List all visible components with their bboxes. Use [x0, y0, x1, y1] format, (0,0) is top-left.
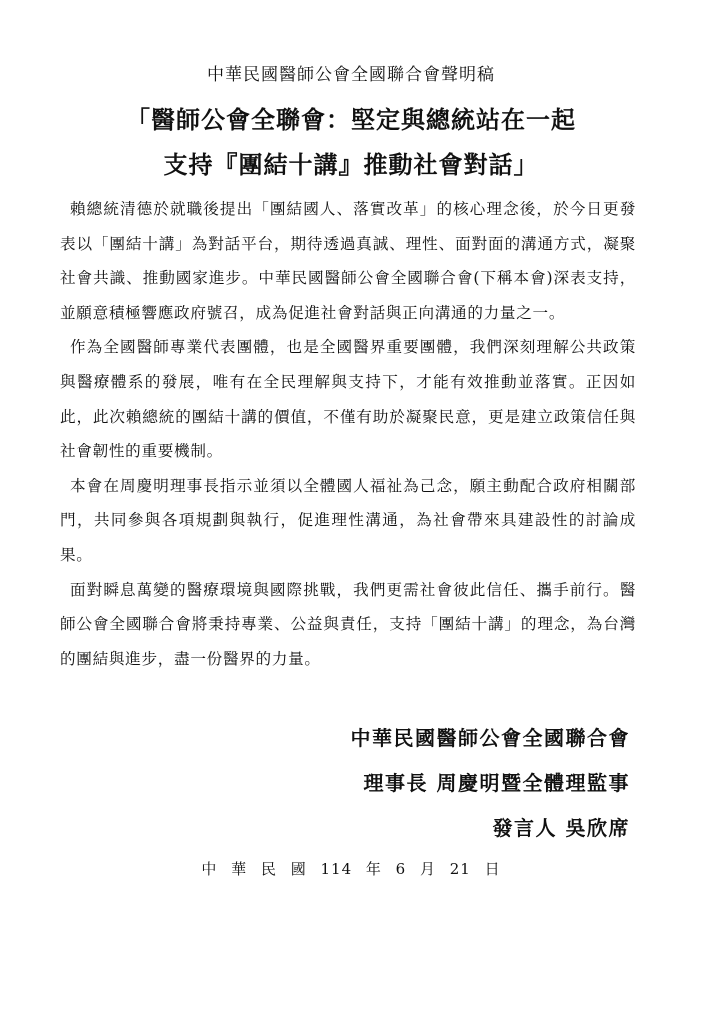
signature-spokesperson: 發言人 吳欣席	[492, 816, 630, 840]
paragraph-2: 作為全國醫師專業代表團體，也是全國醫界重要團體，我們深刻理解公共政策與醫療體系的發展，唯有在全民理解與支持下，才能有效推動並落實。正因如此，此次賴總統的團結十講的價值，不僅有助於凝聚民意，更是建立政策信任與社會韌性的重要機制。	[60, 338, 636, 461]
document-date: 中 華 民 國 114 年 6 月 21 日	[201, 860, 501, 878]
title-line-2: 支持『團結十講』推動社會對話」	[163, 151, 539, 179]
document-header: 中華民國醫師公會全國聯合會聲明稿	[207, 65, 495, 85]
paragraph-1: 賴總統清德於就職後提出「團結國人、落實改革」的核心理念後，於今日更發表以「團結十講」為對話平台，期待透過真誠、理性、面對面的溝通方式，凝聚社會共識、推動國家進步。中華民國醫師公會全國聯合會(下稱本會)深表支持，並願意積極響應政府號召，成為促進社會對話與正向溝通的力量之一。	[60, 200, 636, 322]
title-line-1: 「醫師公會全聯會：堅定與總統站在一起	[126, 106, 576, 134]
paragraph-4: 面對瞬息萬變的醫療環境與國際挑戰，我們更需社會彼此信任、攜手前行。醫師公會全國聯合會將秉持專業、公益與責任，支持「團結十講」的理念，為台灣的團結與進步，盡一份醫界的力量。	[60, 580, 636, 668]
paragraph-3: 本會在周慶明理事長指示並須以全體國人福祉為己念，願主動配合政府相關部門，共同參與各項規劃與執行，促進理性溝通，為社會帶來具建設性的討論成果。	[60, 476, 636, 564]
signature-chairman: 理事長 周慶明暨全體理監事	[363, 771, 630, 795]
statement-body	[60, 192, 636, 676]
signature-organization: 中華民國醫師公會全國聯合會	[350, 726, 630, 750]
